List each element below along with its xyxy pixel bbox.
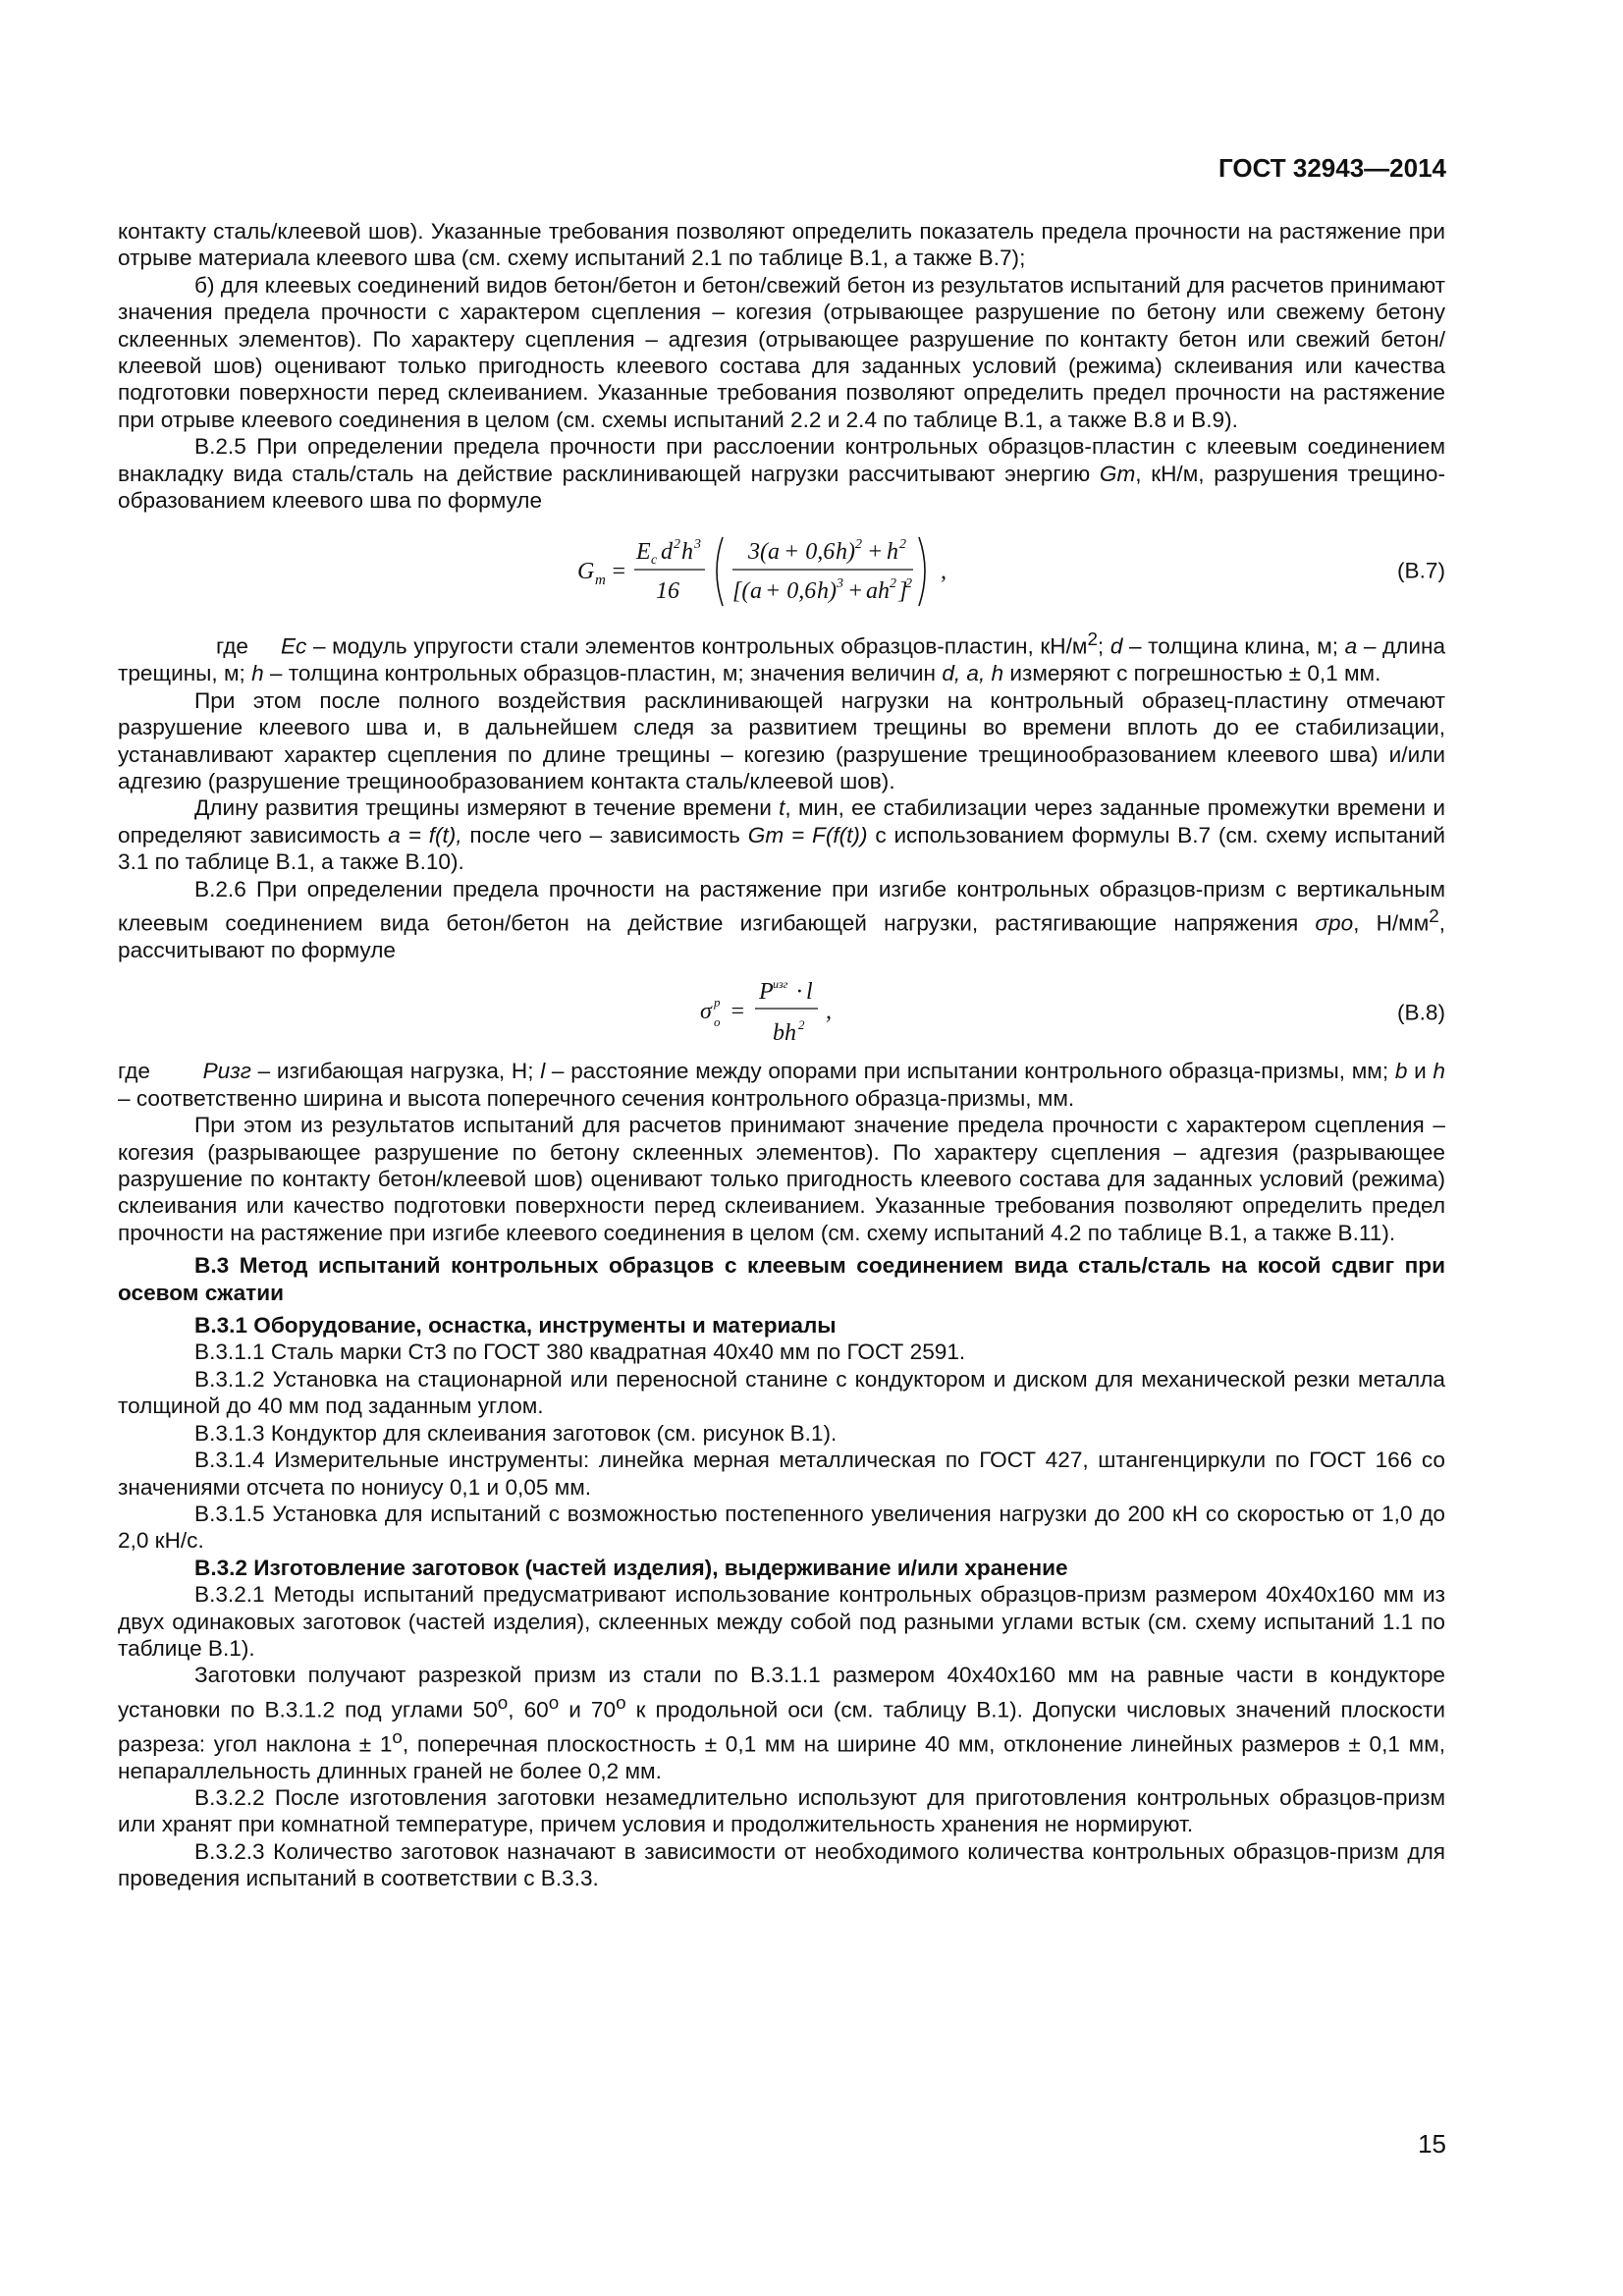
svg-text:2: 2	[890, 576, 896, 592]
paragraph: В.3.2.1 Методы испытаний предусматривают использование контрольных образцов-призм размером 40х40х160 мм из двух одинаковых заготовок (частей изделия), склеенных между собой под разными углами встык (см. схему испытаний 1.1 по таблице В.1).	[118, 1582, 1445, 1661]
paragraph: В.3.2.2 После изготовления заготовки незамедлительно используют для приготовления контрольных образцов-призм или хранят при комнатной температуре, причем условия и продолжительность хранения не нормируют.	[118, 1785, 1445, 1837]
page-body	[118, 218, 1445, 1892]
paragraph: Заготовки получают разрезкой призм из стали по В.3.1.1 размером 40х40х160 мм на равные части в кондукторе установки по В.3.1.2 под углами 50$^o$, 60$^o$ и 70$^o$ к продольной оси (см. таблицу В.1). Допуски числовых значений плоскости разреза: угол наклона ± $1^o$, поперечная плоскостность ± 0,1 мм на ширине 40 мм, отклонение линейных размеров ± 0,1 мм, непараллельность длинных граней не более 0,2 мм.	[118, 1663, 1446, 1783]
paragraph: Длину развития трещины измеряют в течение времени t, мин, ее стабилизации через заданные промежутки времени и определяют зависимость a = f(t), после чего – зависимость Gm = F(f(t)) с использованием формулы В.7 (см. схему испытаний 3.1 по таблице В.1, а также В.10).	[118, 795, 1445, 875]
svg-text:=: =	[611, 559, 627, 585]
svg-text:+ 0,6: + 0,6	[784, 539, 836, 566]
svg-text:bh: bh	[773, 1020, 796, 1047]
paragraph: При этом после полного воздействия расклинивающей нагрузки на контрольный образец-пластину отмечают разрушение клеевого шва и, в дальнейшем следя за развитием трещины во времени вплоть до ее стабилизации, устанавливают характер сцепления по длине трещины – когезию (разрушение трещинообразованием клеевого шва) и/или адгезию (разрушение трещинообразованием контакта сталь/клеевой шов).	[118, 687, 1445, 794]
svg-text:3(: 3(	[748, 539, 768, 566]
svg-text:+ 0,6: + 0,6	[765, 578, 817, 605]
paragraph: В.2.6 При определении предела прочности на растяжение при изгибе контрольных образцов-призм с вертикальным клеевым соединением вида бетон/бетон на действие изгибающей нагрузки, растягивающие напряжения σро, $Н/мм^2$, рассчитывают по формуле	[118, 876, 1446, 962]
svg-text:h: h	[817, 578, 829, 605]
svg-text:2: 2	[674, 537, 680, 553]
page-number: 15	[1418, 2129, 1446, 2159]
svg-text:о: о	[714, 1014, 721, 1030]
paragraph: При этом из результатов испытаний для расчетов принимают значение предела прочности с характером сцепления – когезия (разрывающее разрушение по бетону склеенных элементов). По характеру сцепления – адгезия (разрывающее разрушение по контакту бетон/клеевой шов) оценивают только пригодность клеевого состава для заданных условий (режима) склеивания или качество подготовки поверхности перед склеиванием. Указанные требования позволяют определить предел прочности на растяжение при изгибе клеевого соединения в целом (см. схему испытаний 4.2 по таблице В.1, а также В.11).	[118, 1113, 1445, 1245]
svg-text:[(: [(	[732, 578, 750, 605]
svg-text:): )	[829, 578, 837, 605]
svg-text:a: a	[768, 539, 780, 566]
svg-text:т: т	[595, 573, 606, 589]
paragraph: В.3.1.4 Измерительные инструменты: линейка мерная металлическая по ГОСТ 427, штангенциркули по ГОСТ 166 со значениями отсчета по нониусу 0,1 и 0,05 мм.	[118, 1448, 1445, 1500]
paragraph: В.2.5 При определении предела прочности при расслоении контрольных образцов-пластин с клеевым соединением внакладку вида сталь/сталь на действие расклинивающей нагрузки рассчитывают энергию Gт, кН/м, разрушения трещино- образованием клеевого шва по формуле	[118, 434, 1445, 514]
svg-text:·: ·	[796, 979, 802, 1006]
paragraph: В.3.2.3 Количество заготовок назначают в зависимости от необходимого количества контрольных образцов-призм для проведения испытаний в соответствии с В.3.3.	[118, 1838, 1445, 1891]
subsection-heading: В.3.1 Оборудование, оснастка, инструменты и материалы	[194, 1313, 837, 1339]
svg-text:]: ]	[898, 578, 908, 605]
svg-text:h: h	[887, 539, 898, 566]
svg-text:с: с	[651, 553, 658, 569]
subsection-heading: В.3.2 Изготовление заготовок (частей изделия), выдерживание и/или хранение	[194, 1555, 1068, 1580]
formula-b8	[118, 971, 1445, 1054]
svg-text:16: 16	[656, 578, 679, 605]
svg-text:2: 2	[855, 537, 862, 553]
formula-number: (В.7)	[1397, 558, 1445, 583]
svg-text:2: 2	[899, 537, 906, 553]
paragraph: В.3.1.3 Кондуктор для склеивания заготовок (см. рисунок В.1).	[194, 1420, 838, 1446]
formula-number: (В.8)	[1397, 1000, 1445, 1025]
svg-text:3: 3	[837, 576, 843, 592]
svg-text:изг: изг	[773, 977, 788, 992]
formula-b7	[118, 525, 1445, 616]
svg-text:,: ,	[941, 559, 947, 585]
svg-text:+: +	[847, 578, 864, 605]
paragraph: контакту сталь/клеевой шов). Указанные требования позволяют определить показатель предела прочности на растяжение при отрыве материала клеевого шва (см. схему испытаний 2.1 по таблице В.1, а также В.7);	[118, 219, 1445, 271]
formula-b7-expression	[575, 525, 988, 616]
energy-symbol: Gт	[1099, 461, 1136, 486]
paragraph: В.3.1.5 Установка для испытаний с возможностью постепенного увеличения нагрузки до 200 кН со скоростью от 1,0 до 2,0 кН/с.	[118, 1501, 1445, 1554]
svg-text:ah: ah	[866, 578, 890, 605]
svg-text:,: ,	[826, 999, 832, 1025]
svg-text:P: P	[759, 979, 774, 1006]
paragraph: б) для клеевых соединений видов бетон/бетон и бетон/свежий бетон из результатов испытаний для расчетов принимают значения предела прочности с характером сцепления – когезия (отрывающее разрушение по бетону или свежему бетону склеенных элементов). По характеру сцепления – адгезия (отрывающее разрушение по контакту бетон или свежий бетон/клеевой шов) оценивают только пригодность клеевого состава для заданных условий (режима) склеивания или качества подготовки поверхности перед склеиванием. Указанные требования позволяют определить предел прочности на растяжение при отрыве клеевого соединения в целом (см. схемы испытаний 2.2 и 2.4 по таблице В.1, а также В.8 и В.9).	[118, 272, 1445, 432]
where-clause: где Pизг – изгибающая нагрузка, Н; l – расстояние между опорами при испытании контрольного образца-призмы, мм; b и h – соответственно ширина и высота поперечного сечения контрольного образца-призмы, мм.	[118, 1059, 1445, 1111]
svg-text:l: l	[806, 979, 813, 1006]
stress-symbol: σро	[1315, 910, 1354, 936]
paragraph: В.3.1.2 Установка на стационарной или переносной станине с кондуктором и диском для механической резки металла толщиной до 40 мм под заданным углом.	[118, 1366, 1445, 1419]
svg-text:р: р	[714, 995, 721, 1011]
svg-text:3: 3	[694, 537, 701, 553]
section-heading: В.3 Метод испытаний контрольных образцов с клеевым соединением вида сталь/сталь на косой сдвиг при осевом сжатии	[118, 1253, 1445, 1305]
svg-text:d: d	[661, 539, 673, 566]
paragraph: В.3.1.1 Сталь марки Ст3 по ГОСТ 380 квадратная 40х40 мм по ГОСТ 2591.	[194, 1339, 966, 1365]
svg-text:E: E	[636, 539, 651, 566]
svg-text:a: a	[750, 578, 762, 605]
svg-text:2: 2	[798, 1017, 805, 1033]
formula-b8-expression	[698, 971, 865, 1054]
svg-text:G: G	[577, 559, 595, 585]
document-header: ГОСТ 32943—2014	[1218, 153, 1446, 183]
svg-text:+: +	[867, 539, 884, 566]
svg-text:σ: σ	[700, 999, 712, 1025]
where-clause: где Eс – модуль упругости стали элементов контрольных образцов-пластин, $кН/м^2$; d – толщина клина, м; a – длина трещины, м; h – толщина контрольных образцов-пластин, м; значения величин d, a, h измеряют с погрешностью ± 0,1 мм.	[118, 629, 1446, 686]
svg-text:h: h	[681, 539, 693, 566]
svg-text:h: h	[836, 539, 847, 566]
svg-text:2: 2	[905, 576, 912, 592]
svg-text:): )	[847, 539, 855, 566]
svg-text:=: =	[730, 999, 746, 1025]
